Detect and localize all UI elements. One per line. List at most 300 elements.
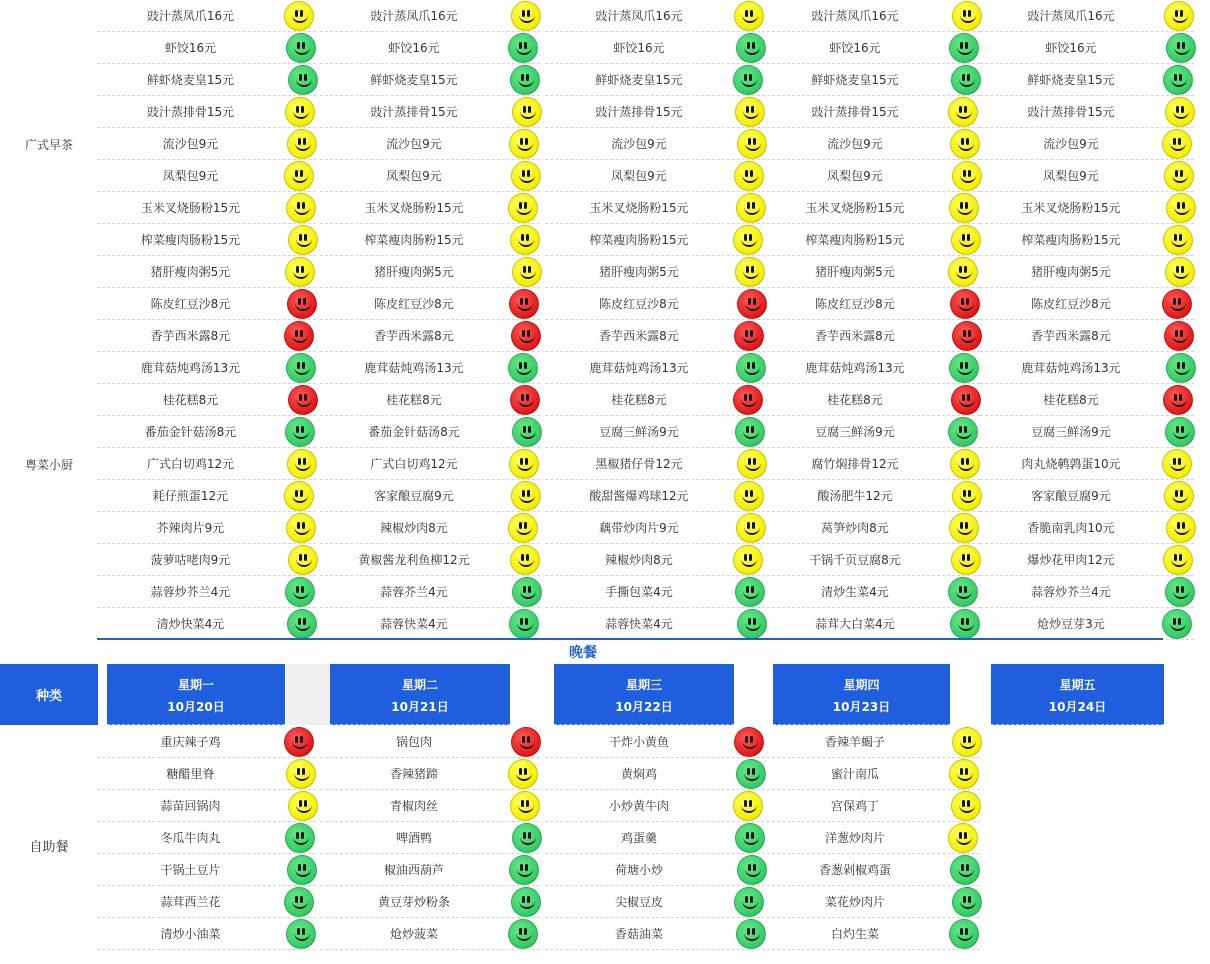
face-mouth — [956, 267, 972, 279]
dish-name: 凤梨包9元 — [386, 169, 442, 183]
face-mouth — [743, 267, 759, 279]
dish-name: 虾饺16元 — [829, 41, 881, 55]
dish-name: 玉米叉烧肠粉15元 — [364, 201, 464, 215]
dish-name: 炝炒豆芽3元 — [1037, 617, 1105, 631]
face-mouth — [959, 801, 975, 813]
face-mouth — [958, 865, 974, 877]
header-day-4 — [773, 664, 950, 725]
face-mouth — [744, 43, 760, 55]
dish-name: 小炒黄牛肉 — [608, 799, 669, 813]
face-mouth — [742, 331, 758, 343]
smiley-face-icon — [1166, 33, 1196, 63]
smiley-face-icon — [1165, 257, 1195, 287]
smiley-face-icon — [1162, 609, 1192, 639]
smiley-face-icon — [508, 33, 538, 63]
smiley-face-icon — [284, 887, 314, 917]
face-mouth — [741, 395, 757, 407]
smiley-face-icon — [951, 545, 981, 575]
dish-name: 猪肝瘦肉粥5元 — [1031, 265, 1111, 279]
smiley-face-icon — [286, 193, 316, 223]
smiley-face-icon — [285, 823, 315, 853]
smiley-face-icon — [734, 1, 764, 31]
table-row — [0, 854, 1210, 886]
dish-name: 豉汁蒸凤爪16元 — [146, 9, 235, 23]
dish-name: 酸汤肥牛12元 — [817, 489, 893, 503]
dish-name: 蒜苗回锅肉 — [160, 799, 221, 813]
dish-name: 锅包肉 — [395, 735, 432, 749]
face-mouth — [519, 171, 535, 183]
table-row — [0, 256, 1210, 288]
table-row — [0, 608, 1210, 640]
dish-name: 清炒快菜4元 — [156, 617, 225, 631]
face-mouth — [520, 107, 536, 119]
smiley-face-icon — [733, 791, 763, 821]
dish-name: 鲜虾烧麦皇15元 — [146, 73, 235, 87]
dish-name: 榨菜瘦肉肠粉15元 — [805, 233, 905, 247]
face-mouth — [517, 299, 533, 311]
dish-name: 凤梨包9元 — [611, 169, 667, 183]
smiley-face-icon — [735, 823, 765, 853]
smiley-face-icon — [286, 33, 316, 63]
dish-name: 冬瓜牛肉丸 — [160, 831, 221, 845]
smiley-face-icon — [1163, 65, 1193, 95]
smiley-face-icon — [1162, 129, 1192, 159]
face-mouth — [292, 11, 308, 23]
dish-name: 客家酿豆腐9元 — [1031, 489, 1111, 503]
smiley-face-icon — [509, 449, 539, 479]
dish-name: 榨菜瘦肉肠粉15元 — [364, 233, 464, 247]
dish-name: 荷塘小炒 — [614, 863, 663, 877]
smiley-face-icon — [1166, 193, 1196, 223]
smiley-face-icon — [287, 855, 317, 885]
smiley-face-icon — [734, 161, 764, 191]
face-mouth — [519, 11, 535, 23]
table-row — [0, 288, 1210, 320]
smiley-face-icon — [952, 887, 982, 917]
dish-name: 鸡蛋羹 — [620, 831, 657, 845]
face-mouth — [518, 75, 534, 87]
table-row — [0, 790, 1210, 822]
dish-name: 陈皮红豆沙8元 — [599, 297, 679, 311]
smiley-face-icon — [1164, 1, 1194, 31]
smiley-face-icon — [948, 577, 978, 607]
face-mouth — [292, 737, 308, 749]
smiley-face-icon — [288, 791, 318, 821]
dish-name: 香芋西米露8元 — [150, 329, 231, 343]
dish-name: 芥辣肉片9元 — [156, 521, 225, 535]
face-mouth — [293, 587, 309, 599]
face-mouth — [743, 107, 759, 119]
smiley-face-icon — [734, 481, 764, 511]
dish-name: 猪肝瘦肉粥5元 — [599, 265, 679, 279]
dish-name: 洋葱炒肉片 — [824, 831, 885, 845]
face-mouth — [745, 299, 761, 311]
smiley-face-icon — [511, 887, 541, 917]
dish-name: 干锅千页豆腐8元 — [809, 553, 901, 567]
face-mouth — [292, 897, 308, 909]
dish-name: 玉米叉烧肠粉15元 — [589, 201, 689, 215]
dish-name: 鹿茸菇炖鸡汤13元 — [1021, 361, 1121, 375]
dish-name: 糖醋里脊 — [166, 767, 215, 781]
dish-name: 猪肝瘦肉粥5元 — [150, 265, 231, 279]
face-mouth — [960, 491, 976, 503]
face-mouth — [960, 11, 976, 23]
face-mouth — [960, 171, 976, 183]
table-row — [0, 886, 1210, 918]
smiley-face-icon — [510, 225, 540, 255]
face-mouth — [520, 267, 536, 279]
face-mouth — [294, 769, 310, 781]
face-mouth — [741, 75, 757, 87]
smiley-face-icon — [949, 513, 979, 543]
dish-name: 桂花糕8元 — [827, 393, 883, 407]
dish-name: 猪肝瘦肉粥5元 — [374, 265, 454, 279]
face-mouth — [960, 897, 976, 909]
face-mouth — [294, 523, 310, 535]
face-mouth — [744, 769, 760, 781]
face-mouth — [293, 107, 309, 119]
header-weekday: 星期三 — [625, 678, 662, 692]
face-mouth — [957, 363, 973, 375]
smiley-face-icon — [950, 129, 980, 159]
dish-name: 虾饺16元 — [388, 41, 440, 55]
smiley-face-icon — [286, 353, 316, 383]
smiley-face-icon — [952, 1, 982, 31]
dish-name: 香辣羊蝎子 — [824, 735, 885, 749]
dish-name: 榨菜瘦肉肠粉15元 — [1021, 233, 1121, 247]
smiley-face-icon — [1165, 577, 1195, 607]
dish-name: 手撕包菜4元 — [605, 585, 673, 599]
smiley-face-icon — [284, 727, 314, 757]
smiley-face-icon — [948, 257, 978, 287]
dish-name: 蜜汁南瓜 — [830, 767, 879, 781]
dish-name: 流沙包9元 — [827, 137, 883, 151]
smiley-face-icon — [511, 727, 541, 757]
face-mouth — [742, 737, 758, 749]
dish-name: 菜花炒肉片 — [824, 895, 885, 909]
dish-name: 酸甜酱爆鸡球12元 — [589, 489, 689, 503]
dish-name: 鹿茸菇炖鸡汤13元 — [805, 361, 905, 375]
face-mouth — [742, 897, 758, 909]
face-mouth — [745, 459, 761, 471]
face-mouth — [519, 897, 535, 909]
table-row — [0, 224, 1210, 256]
face-mouth — [520, 427, 536, 439]
table-row — [0, 128, 1210, 160]
dinner-title: 晚餐 — [569, 645, 597, 661]
face-mouth — [1174, 203, 1190, 215]
face-mouth — [1170, 459, 1186, 471]
table-row — [0, 320, 1210, 352]
dish-name: 爆炒花甲肉12元 — [1027, 553, 1115, 567]
face-mouth — [516, 523, 532, 535]
face-mouth — [744, 929, 760, 941]
table-row — [0, 544, 1210, 576]
dish-name: 鹿茸菇炖鸡汤13元 — [140, 361, 241, 375]
face-mouth — [745, 139, 761, 151]
smiley-face-icon — [512, 577, 542, 607]
face-mouth — [741, 555, 757, 567]
table-row — [0, 512, 1210, 544]
smiley-face-icon — [510, 545, 540, 575]
dish-name: 豆腐三鲜汤9元 — [815, 425, 895, 439]
smiley-face-icon — [285, 97, 315, 127]
face-mouth — [745, 619, 761, 631]
table-row — [0, 384, 1210, 416]
face-mouth — [294, 363, 310, 375]
smiley-face-icon — [509, 129, 539, 159]
smiley-face-icon — [284, 1, 314, 31]
smiley-face-icon — [952, 727, 982, 757]
dish-name: 辣椒炒肉8元 — [605, 553, 673, 567]
face-mouth — [295, 139, 311, 151]
face-mouth — [960, 737, 976, 749]
table-row — [0, 918, 1210, 950]
smiley-face-icon — [1162, 449, 1192, 479]
dish-name: 凤梨包9元 — [827, 169, 883, 183]
dish-name: 炝炒菠菜 — [389, 927, 438, 941]
dish-name: 榨菜瘦肉肠粉15元 — [589, 233, 689, 247]
smiley-face-icon — [950, 289, 980, 319]
smiley-face-icon — [733, 65, 763, 95]
dish-name: 鲜虾烧麦皇15元 — [811, 73, 899, 87]
face-mouth — [742, 491, 758, 503]
dish-name: 香芋西米露8元 — [1031, 329, 1111, 343]
dish-name: 香葱剁椒鸡蛋 — [818, 863, 891, 877]
face-mouth — [743, 427, 759, 439]
dish-name: 豉汁蒸排骨15元 — [370, 105, 458, 119]
smiley-face-icon — [509, 609, 539, 639]
smiley-face-icon — [1166, 353, 1196, 383]
dish-name: 辣椒炒肉8元 — [380, 521, 448, 535]
dish-name: 蒜蓉炒芥兰4元 — [1031, 585, 1111, 599]
dinner-section — [0, 726, 1210, 960]
face-mouth — [292, 331, 308, 343]
smiley-face-icon — [949, 193, 979, 223]
smiley-face-icon — [284, 161, 314, 191]
dish-name: 豉汁蒸排骨15元 — [811, 105, 899, 119]
face-mouth — [744, 203, 760, 215]
header-gap — [286, 664, 330, 725]
face-mouth — [296, 555, 312, 567]
smiley-face-icon — [510, 65, 540, 95]
dish-name: 鲜虾烧麦皇15元 — [595, 73, 683, 87]
dish-name: 香菇油菜 — [614, 927, 663, 941]
face-mouth — [957, 203, 973, 215]
table-row — [0, 416, 1210, 448]
dish-name: 清炒小油菜 — [160, 927, 221, 941]
dish-name: 陈皮红豆沙8元 — [374, 297, 454, 311]
header-date: 10月23日 — [832, 700, 891, 714]
face-mouth — [1171, 395, 1187, 407]
smiley-face-icon — [948, 97, 978, 127]
face-mouth — [519, 737, 535, 749]
dish-name: 流沙包9元 — [1043, 137, 1099, 151]
face-mouth — [517, 865, 533, 877]
smiley-face-icon — [287, 609, 317, 639]
header-date: 10月20日 — [167, 700, 225, 714]
smiley-face-icon — [284, 321, 314, 351]
dish-name: 干炸小黄鱼 — [608, 735, 669, 749]
smiley-face-icon — [1163, 385, 1193, 415]
smiley-face-icon — [949, 353, 979, 383]
dish-name: 黄豆芽炒粉条 — [377, 895, 450, 909]
dish-name: 豉汁蒸凤爪16元 — [370, 9, 458, 23]
dish-name: 蒜蓉炒芥兰4元 — [150, 585, 231, 599]
header-date: 10月22日 — [615, 700, 673, 714]
face-mouth — [957, 769, 973, 781]
face-mouth — [293, 267, 309, 279]
dish-name: 香芋西米露8元 — [374, 329, 454, 343]
dish-name: 豉汁蒸排骨15元 — [595, 105, 683, 119]
face-mouth — [1172, 331, 1188, 343]
table-row — [0, 448, 1210, 480]
dish-name: 豉汁蒸排骨15元 — [146, 105, 235, 119]
dish-name: 豉汁蒸排骨15元 — [1027, 105, 1115, 119]
dish-name: 鲜虾烧麦皇15元 — [1027, 73, 1115, 87]
dish-name: 猪肝瘦肉粥5元 — [815, 265, 895, 279]
smiley-face-icon — [510, 791, 540, 821]
smiley-face-icon — [735, 417, 765, 447]
smiley-face-icon — [734, 321, 764, 351]
face-mouth — [293, 427, 309, 439]
face-mouth — [294, 43, 310, 55]
table-row — [0, 192, 1210, 224]
face-mouth — [516, 929, 532, 941]
face-mouth — [958, 459, 974, 471]
dish-name: 莴笋炒肉8元 — [821, 521, 889, 535]
dish-name: 陈皮红豆沙8元 — [815, 297, 895, 311]
smiley-face-icon — [950, 449, 980, 479]
table-row — [0, 822, 1210, 854]
face-mouth — [1174, 363, 1190, 375]
face-mouth — [296, 395, 312, 407]
face-mouth — [295, 459, 311, 471]
face-mouth — [517, 139, 533, 151]
dish-name: 玉米叉烧肠粉15元 — [1021, 201, 1121, 215]
smiley-face-icon — [287, 289, 317, 319]
face-mouth — [518, 555, 534, 567]
smiley-face-icon — [1164, 481, 1194, 511]
smiley-face-icon — [951, 385, 981, 415]
face-mouth — [1174, 43, 1190, 55]
smiley-face-icon — [512, 97, 542, 127]
smiley-face-icon — [950, 609, 980, 639]
dish-name: 菠萝咕咾肉9元 — [150, 553, 231, 567]
dish-name: 豆腐三鲜汤9元 — [599, 425, 679, 439]
face-mouth — [957, 43, 973, 55]
header-weekday: 星期二 — [401, 678, 438, 692]
face-mouth — [517, 619, 533, 631]
header-day-2 — [330, 664, 510, 725]
dish-name: 干锅土豆片 — [160, 863, 221, 877]
dish-name: 黄焖鸡 — [620, 767, 657, 781]
face-mouth — [1171, 75, 1187, 87]
dish-name: 香脆南乳肉10元 — [1027, 521, 1115, 535]
smiley-face-icon — [1163, 545, 1193, 575]
face-mouth — [517, 459, 533, 471]
smiley-face-icon — [735, 577, 765, 607]
smiley-face-icon — [284, 481, 314, 511]
dish-name: 鲜虾烧麦皇15元 — [370, 73, 458, 87]
dish-name: 凤梨包9元 — [1043, 169, 1099, 183]
dish-name: 桂花糕8元 — [386, 393, 442, 407]
dish-name: 宫保鸡丁 — [830, 799, 879, 813]
face-mouth — [520, 587, 536, 599]
smiley-face-icon — [288, 545, 318, 575]
category-label: 广式早茶 — [24, 137, 73, 152]
face-mouth — [1171, 555, 1187, 567]
smiley-face-icon — [1165, 417, 1195, 447]
smiley-face-icon — [948, 823, 978, 853]
dish-name: 香辣猪蹄 — [389, 767, 438, 781]
face-mouth — [1172, 491, 1188, 503]
dish-name: 流沙包9元 — [611, 137, 667, 151]
face-mouth — [743, 587, 759, 599]
face-mouth — [295, 865, 311, 877]
smiley-face-icon — [508, 759, 538, 789]
table-row — [0, 352, 1210, 384]
smiley-face-icon — [949, 919, 979, 949]
smiley-face-icon — [511, 1, 541, 31]
face-mouth — [956, 107, 972, 119]
smiley-face-icon — [733, 545, 763, 575]
header-day-5 — [991, 664, 1164, 725]
smiley-face-icon — [734, 887, 764, 917]
category-label: 粤菜小厨 — [24, 457, 73, 472]
face-mouth — [958, 299, 974, 311]
smiley-face-icon — [733, 385, 763, 415]
face-mouth — [294, 929, 310, 941]
dish-name: 番茄金针菇汤8元 — [144, 425, 237, 439]
smiley-face-icon — [1165, 97, 1195, 127]
dish-name: 藕带炒肉片9元 — [599, 521, 679, 535]
table-row — [0, 64, 1210, 96]
table-row — [0, 726, 1210, 758]
dish-name: 桂花糕8元 — [611, 393, 667, 407]
dish-name: 虾饺16元 — [613, 41, 665, 55]
face-mouth — [296, 75, 312, 87]
header-kind: 种类 — [0, 664, 98, 725]
dish-name: 榨菜瘦肉肠粉15元 — [140, 233, 241, 247]
table-row — [0, 758, 1210, 790]
dish-name: 陈皮红豆沙8元 — [1031, 297, 1111, 311]
dish-name: 广式白切鸡12元 — [146, 457, 235, 471]
header-day-1 — [107, 664, 285, 725]
table-row — [0, 160, 1210, 192]
smiley-face-icon — [511, 481, 541, 511]
smiley-face-icon — [951, 65, 981, 95]
dish-name: 尖椒豆皮 — [614, 895, 663, 909]
table-row — [0, 32, 1210, 64]
table-row — [0, 96, 1210, 128]
face-mouth — [518, 801, 534, 813]
smiley-face-icon — [952, 481, 982, 511]
face-mouth — [956, 587, 972, 599]
dish-name: 豉汁蒸凤爪16元 — [811, 9, 899, 23]
smiley-face-icon — [948, 417, 978, 447]
smiley-face-icon — [511, 161, 541, 191]
category-label: 自助餐 — [29, 839, 69, 855]
smiley-face-icon — [285, 417, 315, 447]
face-mouth — [1173, 107, 1189, 119]
table-row — [0, 0, 1210, 32]
smiley-face-icon — [952, 161, 982, 191]
dish-name: 黑椒猪仔骨12元 — [595, 457, 683, 471]
dish-name: 重庆辣子鸡 — [160, 735, 221, 749]
dish-name: 番茄金针菇汤8元 — [368, 425, 460, 439]
dish-name: 流沙包9元 — [162, 137, 219, 151]
